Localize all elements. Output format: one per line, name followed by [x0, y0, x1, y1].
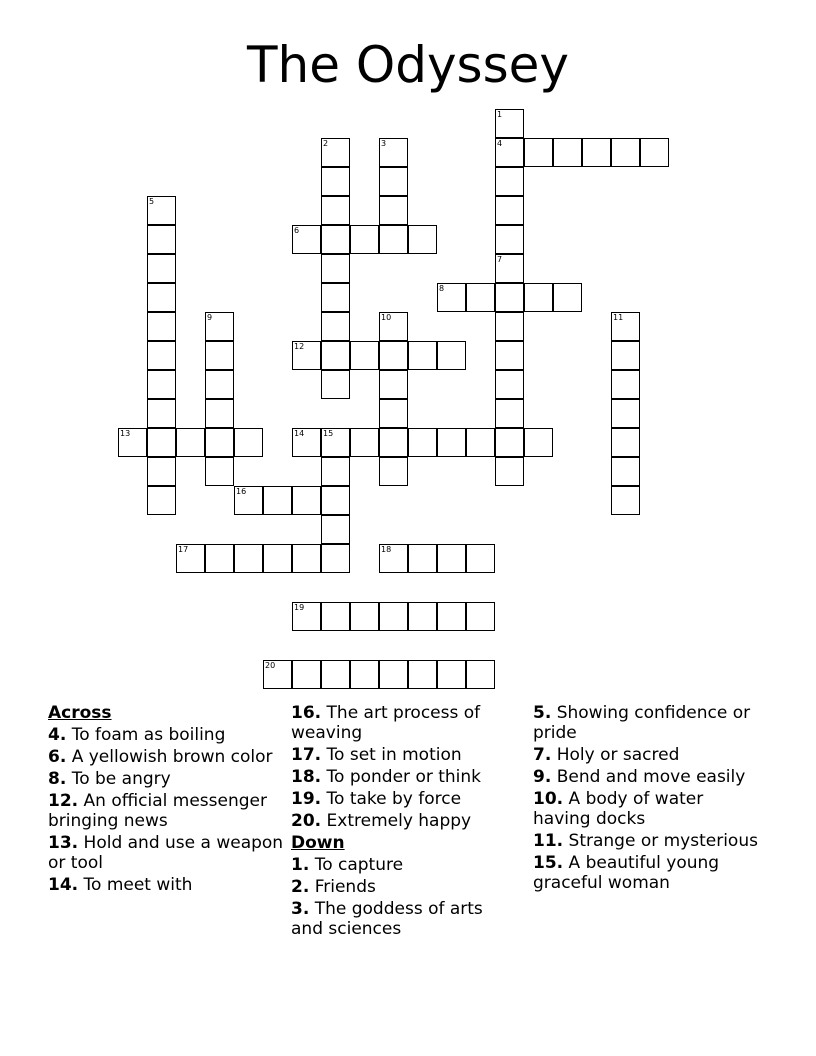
grid-cell[interactable]: [466, 602, 495, 631]
grid-cell[interactable]: [147, 399, 176, 428]
grid-cell[interactable]: [611, 370, 640, 399]
grid-cell[interactable]: [495, 283, 524, 312]
grid-cell[interactable]: [147, 312, 176, 341]
cell-number: 16: [236, 487, 247, 496]
grid-cell[interactable]: [234, 486, 263, 515]
grid-cell[interactable]: [553, 283, 582, 312]
grid-cell[interactable]: [611, 138, 640, 167]
grid-cell[interactable]: [147, 457, 176, 486]
grid-cell[interactable]: [321, 167, 350, 196]
grid-cell[interactable]: [495, 370, 524, 399]
cell-number: 10: [381, 313, 392, 322]
grid-cell[interactable]: [321, 283, 350, 312]
grid-cell[interactable]: [611, 486, 640, 515]
clue-across-13: 13. Hold and use a weapon or tool: [48, 833, 284, 873]
clue-across-20: 20. Extremely happy: [291, 811, 472, 831]
clue-column-2: [291, 703, 515, 941]
grid-cell[interactable]: [437, 660, 466, 689]
grid-cell[interactable]: [466, 428, 495, 457]
grid-cell[interactable]: [466, 544, 495, 573]
grid-cell[interactable]: [640, 138, 669, 167]
grid-cell[interactable]: [495, 109, 524, 138]
grid-cell[interactable]: [495, 254, 524, 283]
cell-number: 15: [323, 429, 334, 438]
grid-cell[interactable]: [524, 138, 553, 167]
grid-cell[interactable]: [292, 660, 321, 689]
clue-across-4: 4. To foam as boiling: [48, 725, 226, 745]
cell-number: 19: [294, 603, 305, 612]
cell-number: 17: [178, 545, 189, 554]
clue-across-12: 12. An official messenger bringing news: [48, 791, 267, 831]
grid-cell[interactable]: [321, 225, 350, 254]
clue-down-5: 5. Showing confidence or pride: [533, 703, 751, 743]
cell-number: 14: [294, 429, 305, 438]
grid-cell[interactable]: [524, 428, 553, 457]
clue-down-15: 15. A beautiful young graceful woman: [533, 853, 720, 893]
clue-down-3: 3. The goddess of arts and sciences: [291, 899, 483, 939]
grid-cell[interactable]: [466, 283, 495, 312]
cell-number: 11: [613, 313, 624, 322]
clue-down-7: 7. Holy or sacred: [533, 745, 680, 765]
grid-cell[interactable]: [205, 312, 234, 341]
grid-cell[interactable]: [437, 428, 466, 457]
cell-number: 18: [381, 545, 392, 554]
grid-cell[interactable]: [292, 428, 321, 457]
grid-cell[interactable]: [205, 457, 234, 486]
grid-cell[interactable]: [176, 428, 205, 457]
grid-cell[interactable]: [205, 428, 234, 457]
grid-cell[interactable]: [263, 660, 292, 689]
grid-cell[interactable]: [379, 167, 408, 196]
clue-down-1: 1. To capture: [291, 855, 404, 875]
grid-cell[interactable]: [495, 457, 524, 486]
grid-cell[interactable]: [495, 167, 524, 196]
grid-cell[interactable]: [205, 341, 234, 370]
grid-cell[interactable]: [321, 660, 350, 689]
grid-cell[interactable]: [379, 138, 408, 167]
grid-cell[interactable]: [495, 341, 524, 370]
grid-cell[interactable]: [147, 254, 176, 283]
grid-cell[interactable]: [205, 370, 234, 399]
grid-cell[interactable]: [582, 138, 611, 167]
grid-cell[interactable]: [321, 341, 350, 370]
cell-number: 12: [294, 342, 305, 351]
clue-down-11: 11. Strange or mysterious: [533, 831, 758, 851]
grid-cell[interactable]: [321, 312, 350, 341]
cell-number: 20: [265, 661, 276, 670]
grid-cell[interactable]: [321, 544, 350, 573]
grid-cell[interactable]: [611, 428, 640, 457]
clue-across-18: 18. To ponder or think: [291, 767, 482, 787]
grid-cell[interactable]: [234, 544, 263, 573]
grid-cell[interactable]: [495, 138, 524, 167]
grid-cell[interactable]: [495, 399, 524, 428]
grid-cell[interactable]: [495, 196, 524, 225]
grid-cell[interactable]: [379, 312, 408, 341]
grid-cell[interactable]: [437, 544, 466, 573]
grid-cell[interactable]: [553, 138, 582, 167]
grid-cell[interactable]: [437, 602, 466, 631]
grid-cell[interactable]: [321, 602, 350, 631]
grid-cell[interactable]: [611, 341, 640, 370]
grid-cell[interactable]: [147, 225, 176, 254]
grid-cell[interactable]: [379, 660, 408, 689]
cell-number: 4: [497, 139, 503, 148]
grid-cell[interactable]: [292, 225, 321, 254]
cell-number: 8: [439, 284, 445, 293]
grid-cell[interactable]: [379, 602, 408, 631]
cell-number: 7: [497, 255, 503, 264]
grid-cell[interactable]: [379, 399, 408, 428]
cell-number: 6: [294, 226, 300, 235]
puzzle-title: The Odyssey: [246, 36, 570, 94]
down-header: Down: [291, 833, 345, 853]
grid-cell[interactable]: [408, 544, 437, 573]
grid-cell[interactable]: [118, 428, 147, 457]
grid-cell[interactable]: [379, 457, 408, 486]
clue-down-10: 10. A body of water having docks: [533, 789, 704, 829]
clue-across-8: 8. To be angry: [48, 769, 171, 789]
clue-across-6: 6. A yellowish brown color: [48, 747, 273, 767]
grid-cell[interactable]: [292, 486, 321, 515]
grid-cell[interactable]: [263, 544, 292, 573]
grid-cell[interactable]: [205, 544, 234, 573]
cell-number: 1: [497, 110, 503, 119]
grid-cell[interactable]: [147, 486, 176, 515]
grid-cell[interactable]: [379, 196, 408, 225]
grid-cell[interactable]: [321, 486, 350, 515]
grid-cell[interactable]: [466, 660, 495, 689]
grid-cell[interactable]: [437, 283, 466, 312]
grid-cell[interactable]: [379, 370, 408, 399]
grid-cell[interactable]: [321, 428, 350, 457]
cell-number: 5: [149, 197, 155, 206]
grid-cell[interactable]: [205, 399, 234, 428]
grid-cell[interactable]: [321, 515, 350, 544]
grid-cell[interactable]: [147, 341, 176, 370]
grid-cell[interactable]: [350, 660, 379, 689]
grid-cell[interactable]: [321, 457, 350, 486]
across-header: Across: [48, 703, 112, 723]
grid-cell[interactable]: [321, 196, 350, 225]
grid-cell[interactable]: [350, 341, 379, 370]
cell-number: 3: [381, 139, 387, 148]
grid-cell[interactable]: [379, 341, 408, 370]
grid-cell[interactable]: [379, 544, 408, 573]
grid-cell[interactable]: [408, 660, 437, 689]
grid-cell[interactable]: [147, 428, 176, 457]
grid-cell[interactable]: [524, 283, 553, 312]
grid-cell[interactable]: [292, 602, 321, 631]
grid-cell[interactable]: [408, 428, 437, 457]
clue-across-16: 16. The art process of weaving: [291, 703, 481, 743]
grid-cell[interactable]: [495, 312, 524, 341]
grid-cell[interactable]: [611, 399, 640, 428]
cell-number: 2: [323, 139, 329, 148]
grid-cell[interactable]: [321, 138, 350, 167]
grid-cell[interactable]: [495, 225, 524, 254]
grid-cell[interactable]: [408, 341, 437, 370]
grid-cell[interactable]: [321, 370, 350, 399]
grid-cell[interactable]: [147, 196, 176, 225]
grid-cell[interactable]: [379, 428, 408, 457]
cell-number: 9: [207, 313, 213, 322]
grid-cell[interactable]: [263, 486, 292, 515]
grid-cell[interactable]: [350, 225, 379, 254]
grid-cell[interactable]: [292, 341, 321, 370]
grid-cell[interactable]: [495, 428, 524, 457]
clue-down-9: 9. Bend and move easily: [533, 767, 746, 787]
clue-column-1: [48, 703, 284, 897]
clue-column-3: [533, 703, 763, 895]
grid-cell[interactable]: [611, 457, 640, 486]
grid-cell[interactable]: [147, 283, 176, 312]
grid-cell[interactable]: [408, 602, 437, 631]
clue-across-19: 19. To take by force: [291, 789, 462, 809]
grid-cell[interactable]: [176, 544, 205, 573]
grid-cell[interactable]: [292, 544, 321, 573]
grid-cell[interactable]: [350, 602, 379, 631]
grid-cell[interactable]: [408, 225, 437, 254]
cell-number: 13: [120, 429, 131, 438]
clue-across-14: 14. To meet with: [48, 875, 193, 895]
grid-cell[interactable]: [350, 428, 379, 457]
grid-cell[interactable]: [379, 225, 408, 254]
grid-cell[interactable]: [611, 312, 640, 341]
grid-cell[interactable]: [234, 428, 263, 457]
grid-cell[interactable]: [147, 370, 176, 399]
clue-across-17: 17. To set in motion: [291, 745, 462, 765]
grid-cell[interactable]: [437, 341, 466, 370]
grid-cell[interactable]: [321, 254, 350, 283]
clue-down-2: 2. Friends: [291, 877, 376, 897]
